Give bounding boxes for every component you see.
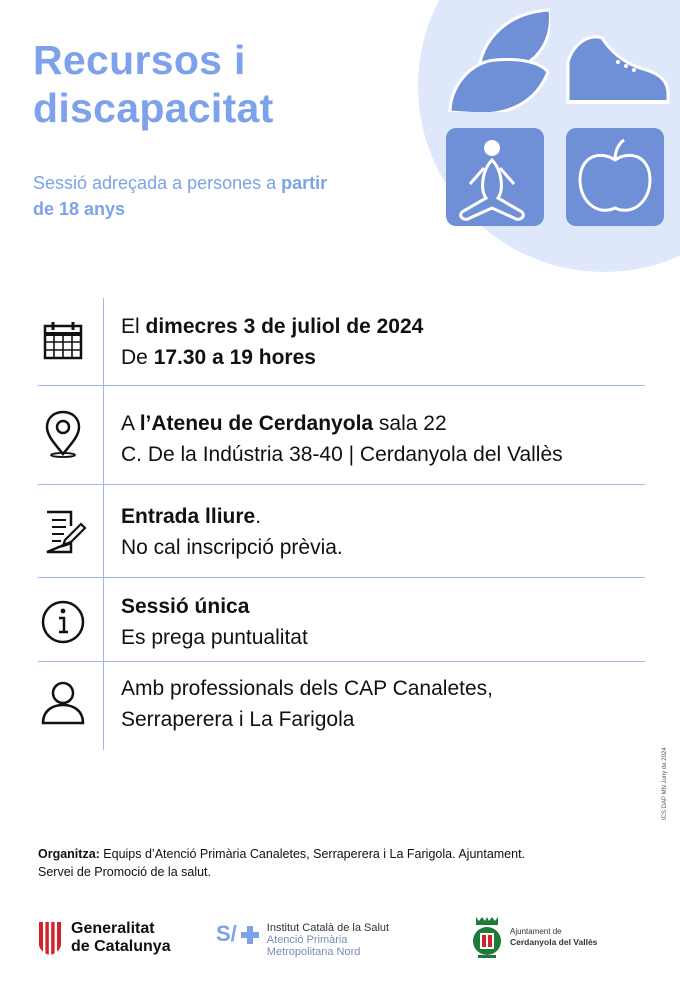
room: sala 22 [373,412,447,435]
ics-logo [216,922,389,958]
organizer-text-1: Equips d’Atenció Primària Canaletes, Serraperera i La Farigola. Ajuntament. [99,847,526,861]
generalitat-emblem-icon [37,920,63,956]
title-line-1: Recursos i [33,37,246,83]
venue-name: l’Ateneu de Cerdanyola [139,412,374,435]
side-reference: ICS DAP MN Juny de 2024 [662,747,668,820]
subtitle-bold-1: partir [281,173,328,193]
ics-line-3: Metropolitana Nord [266,946,361,958]
info-icon [37,596,89,648]
organizer-note [38,845,638,881]
generalitat-line-2: de Catalunya [71,938,171,955]
professionals-line-2: Serraperera i La Farigola [121,708,355,731]
professionals-info [121,673,666,735]
address: C. De la Indústria 38-40 | Cerdanyola del Vallès [121,443,563,466]
ics-mark: S/ [216,921,237,946]
person-icon [37,677,89,729]
single-session: Sessió única [121,595,250,618]
footer-logos [0,915,680,965]
row-divider [38,385,645,386]
generalitat-line-1: Generalitat [71,920,155,937]
generalitat-logo [37,920,171,956]
professionals-line-1: Amb professionals dels CAP Canaletes, [121,677,493,700]
hero-health-icons [440,2,670,232]
punctuality-note: Es prega puntualitat [121,626,308,649]
leaf-icon [450,10,550,114]
ajuntament-crest-icon [470,915,504,959]
calendar-icon [37,316,89,368]
date-prefix: El [121,315,146,338]
time-prefix: De [121,346,154,369]
apple-icon [566,128,664,226]
row-divider [38,577,645,578]
location-info [121,408,666,470]
entrance-info [121,501,666,563]
location-pin-icon [37,408,89,460]
ajuntament-line-1: Ajuntament de [510,926,562,936]
ics-line-2: Atenció Primària [266,934,348,946]
no-registration: No cal inscripció prèvia. [121,536,343,559]
subtitle-bold-2: de 18 anys [33,199,126,219]
entrance-period: . [255,505,262,528]
session-info [121,591,666,653]
location-prefix: A [121,412,140,435]
form-pen-icon [37,506,89,558]
ajuntament-line-2: Cerdanyola del Vallès [510,936,598,947]
ics-line-1: Institut Català de la Salut [266,922,390,934]
entrance-free: Entrada lliure [121,505,256,528]
row-divider [38,661,645,662]
ics-cross-icon [239,924,261,946]
yoga-person-icon [446,128,544,226]
row-divider [38,484,645,485]
organizer-text-2: Servei de Promoció de la salut. [38,865,212,879]
sneaker-icon [568,37,668,102]
subtitle-text: Sessió adreçada a persones a [33,173,282,193]
date-value: dimecres 3 de juliol de 2024 [145,315,424,338]
page-title [33,36,413,132]
date-info [121,311,666,373]
title-line-2: discapacitat [33,85,274,131]
organizer-label: Organitza: [38,847,100,861]
ajuntament-logo [470,915,597,959]
subtitle [33,170,403,222]
time-value: 17.30 a 19 hores [153,346,316,369]
vertical-divider [103,298,104,750]
